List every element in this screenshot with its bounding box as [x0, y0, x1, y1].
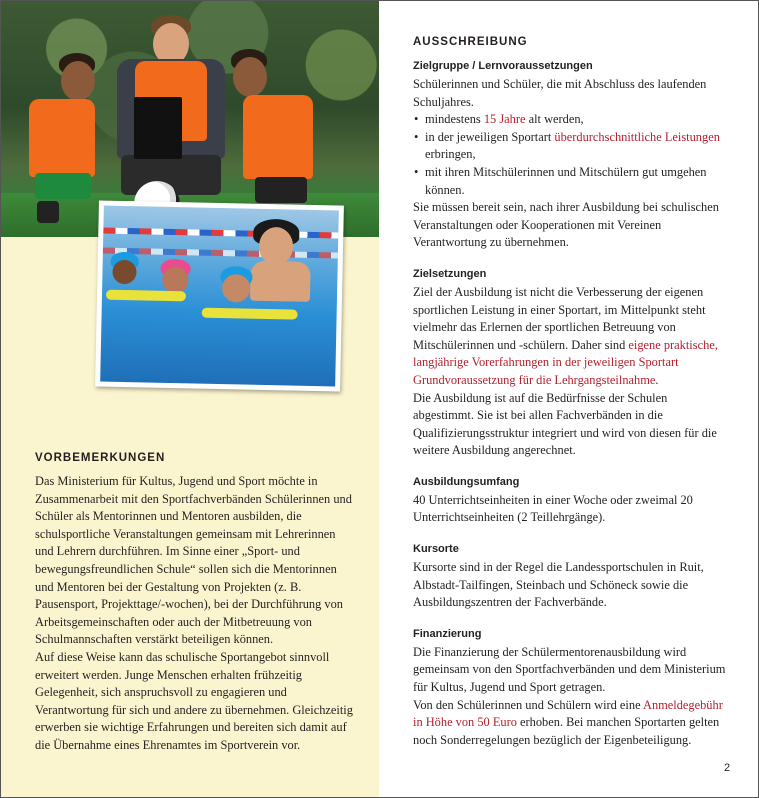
finanzierung-text2: Von den Schülerinnen und Schülern wird eine Anmeldegebühr in Höhe von 50 Euro erhoben. Bei manchen Sportarten gelten noch Sonderregelungen bezüglich der Eigenbeteiligung. — [413, 697, 723, 747]
umfang-block — [413, 476, 731, 527]
pool-noodle — [106, 290, 186, 302]
highlight: 15 Jahre — [483, 112, 526, 127]
instructor-face — [259, 227, 294, 266]
instructor-body — [250, 261, 311, 302]
zielgruppe-intro: Schülerinnen und Schüler, die mit Abschluss des laufenden Schuljahres. — [413, 77, 707, 109]
requirements-list — [413, 111, 731, 199]
zielsetzungen-text2: Die Ausbildung ist auf die Bedürfnisse der Schulen abgestimmt. Sie ist bei allen Fachverbänden in die Qualifizierungsstruktur integriert und wird von diesen für die weitere Ausbildung angerechnet. — [413, 390, 717, 458]
lane-rope — [103, 228, 338, 239]
list-item: • mit ihren Mitschülerinnen und Mitschülern gut umgehen können. — [425, 164, 731, 199]
intro-paragraph: Das Ministerium für Kultus, Jugend und Sport möchte in Zusammenarbeit mit den Sportfachverbänden Schülerinnen und Schüler als Mentorinnen und Mentoren ausbilden, die schulsportliche Veranstaltungen gemeinsam mit Lehrerinnen und Lehrern durchführen. Im Sinne einer „Sport- und bewegungsfreundlichen Schule“ sollen sich die Mentorinnen und Mentoren bei der Gestaltung von Projekten (z. B. Pausensport, Projekttage/-wochen), bei der Durchführung von Arbeitsgemeinschaften oder auch der Mitbetreuung von Schulmannschaften verstärkt beteiligen können. — [35, 474, 352, 647]
kursorte-block — [413, 543, 731, 612]
intro-paragraph: Auf diese Weise kann das schulische Sportangebot sinnvoll erweitert werden. Junge Menschen erhalten frühzeitig Gelegenheit, sich anspruchsvoll zu engagieren und Verantwortung für sich und andere zu übernehmen. Gleichzeitig erwerben sie wichtige Erfahrungen und bereiten sich damit auf die Übernahme eines Ehrenamtes im Sportverein vor. — [35, 649, 353, 752]
clipboard — [134, 97, 182, 159]
subheading: Ausbildungsumfang — [413, 475, 520, 488]
highlight: eigene praktische, langjährige Vorerfahrungen in der jeweiligen Sportart Grundvoraussetzung für die Lehrgangsteilnahme — [413, 337, 718, 387]
subheading: Kursorte — [413, 543, 459, 556]
child-face — [112, 260, 136, 284]
subheading: Zielsetzungen — [413, 267, 487, 280]
zielsetzungen-text: Ziel der Ausbildung ist nicht die Verbesserung der eigenen sportlichen Leistung in einer Sportart, im Mittelpunkt steht vielmehr das Erlernen der sportlichen Betreuung von Mitschülerinnen und -schülern. Daher sind eigene praktische, langjährige Vorerfahrungen in der jeweiligen Sportart Grundvoraussetzung für die Lehrgangsteilnahme. — [413, 284, 718, 387]
umfang-text: 40 Unterrichtseinheiten in einer Woche oder zweimal 20 Unterrichtseinheiten (2 Teillehrgänge). — [413, 492, 693, 525]
section-heading: AUSSCHREIBUNG — [413, 36, 528, 48]
ausschreibung-section — [413, 36, 731, 765]
list-item: • in der jeweiligen Sportart überdurchschnittliche Leistungen erbringen, — [425, 129, 731, 164]
child-face — [162, 267, 189, 294]
zielgruppe-outro: Sie müssen bereit sein, nach ihrer Ausbildung bei schulischen Veranstaltungen oder Kooperationen mit Vereinen Verantwortung zu übernehmen. — [413, 200, 719, 250]
swimming-pool-photo — [95, 200, 344, 391]
list-item: • mindestens 15 Jahre alt werden, — [425, 111, 731, 129]
highlight: überdurchschnittliche Leistungen — [554, 129, 720, 144]
subheading: Finanzierung — [413, 627, 482, 640]
lane-rope — [103, 248, 338, 259]
finanzierung-text1: Die Finanzierung der Schülermentorenausbildung wird gemeinsam von den Sportfachverbänden und dem Ministerium für Kultus, Jugend und Sport getragen. — [413, 644, 726, 695]
child-face — [222, 274, 251, 303]
section-heading: VORBEMERKUNGEN — [35, 452, 166, 464]
finanzierung-block — [413, 628, 731, 750]
kursorte-text: Kursorte sind in der Regel die Landessportschulen in Ruit, Albstadt-Tailfingen, Steinbach und Schöneck sowie die Ausbildungszentren der Fachverbände. — [413, 560, 704, 610]
pool-noodle — [202, 308, 298, 320]
zielsetzungen-block — [413, 268, 731, 460]
kid-right — [221, 49, 321, 219]
highlight: Anmeldegebühr in Höhe von 50 Euro — [413, 697, 723, 730]
zielgruppe-block — [413, 60, 731, 252]
vorbemerkungen-section — [35, 452, 355, 755]
kid-left — [29, 53, 109, 223]
subheading: Zielgruppe / Lernvoraussetzungen — [413, 60, 593, 72]
page-number: 2 — [724, 762, 731, 774]
